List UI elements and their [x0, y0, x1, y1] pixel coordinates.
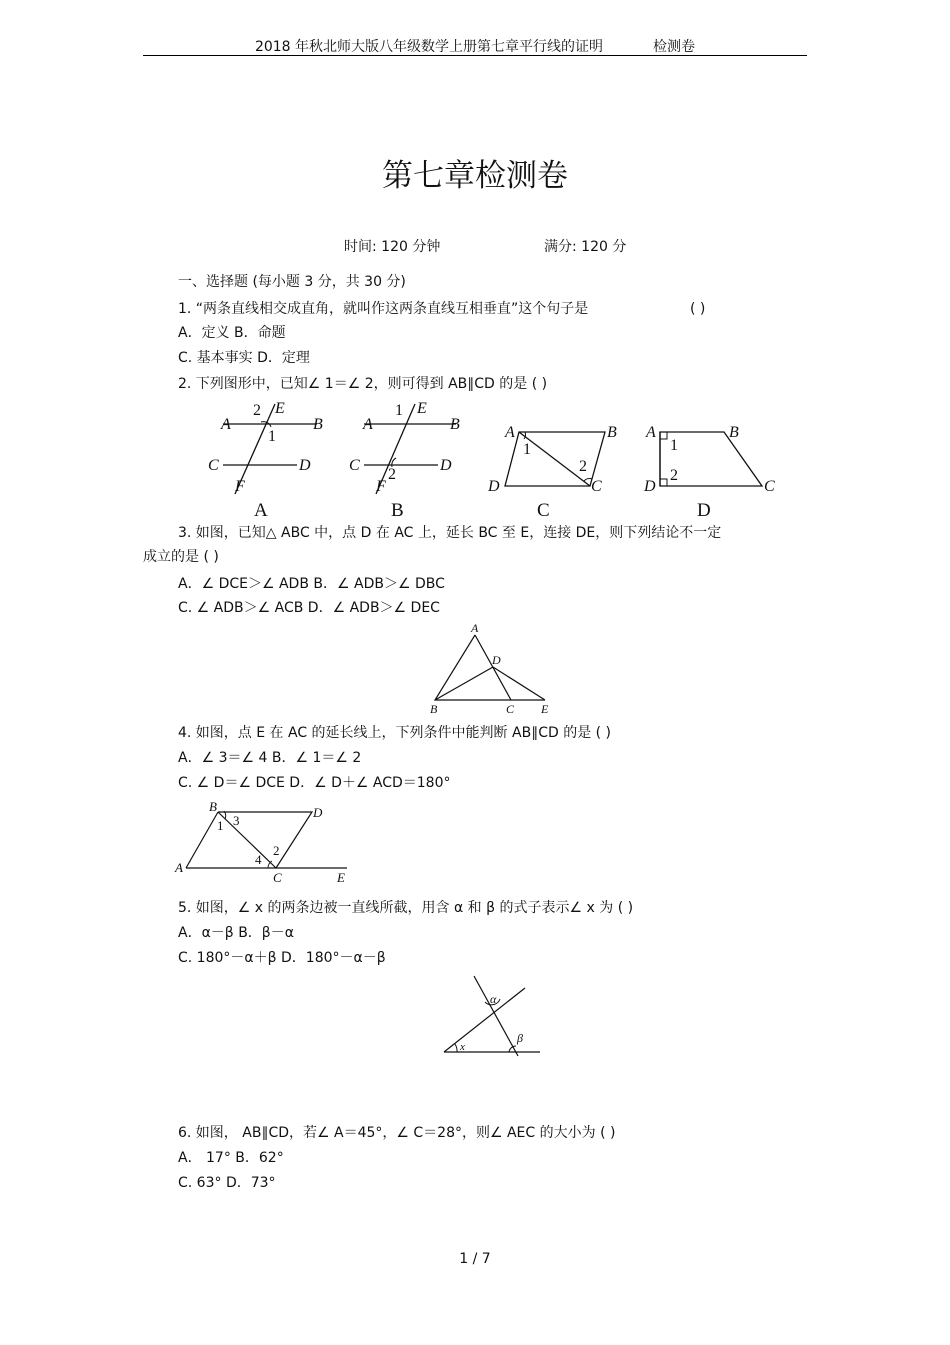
label-2: 2 — [670, 467, 678, 484]
q4-options-ab: A．∠ 3＝∠ 4 B．∠ 1＝∠ 2 — [178, 750, 362, 766]
label-b: B — [430, 702, 438, 716]
q3-stem: 3. 如图，已知△ ABC 中，点 D 在 AC 上，延长 BC 至 E，连接 DE，则下列结论不一定 — [178, 525, 722, 541]
label-c: C — [506, 702, 515, 716]
label-d: D — [313, 805, 323, 820]
q3-figure — [425, 620, 565, 718]
figure-caption: D — [697, 500, 711, 521]
label-2: 2 — [273, 843, 280, 858]
label-e: E — [275, 400, 285, 417]
label-4: 4 — [255, 852, 262, 867]
q3-options-cd: C. ∠ ADB＞∠ ACB D．∠ ADB＞∠ DEC — [178, 600, 440, 616]
q6-options-ab: A． 17° B．62° — [178, 1150, 284, 1166]
label-3: 3 — [233, 813, 240, 828]
label-1: 1 — [217, 818, 224, 833]
q2-figure-d — [640, 410, 780, 520]
q1-options-ab: A．定义 B．命题 — [178, 325, 286, 341]
label-a: A — [646, 424, 656, 441]
label-x: x — [460, 1041, 465, 1053]
label-a: A — [221, 416, 231, 433]
header-subtitle: 检测卷 — [653, 39, 696, 55]
figure-caption: A — [254, 500, 268, 521]
q5-options-ab: A．α－β B．β－α — [178, 925, 294, 941]
q4-figure — [172, 798, 362, 888]
q2-figure-c — [485, 410, 620, 520]
label-d: D — [440, 457, 452, 474]
q1-stem: 1. “两条直线相交成直角，就叫作这两条直线互相垂直”这个句子是 — [178, 301, 589, 317]
label-e: E — [417, 400, 427, 417]
label-d: D — [644, 478, 656, 495]
section-heading: 一、选择题 (每小题 3 分，共 30 分) — [178, 274, 406, 290]
label-c: C — [764, 478, 775, 495]
exam-score: 满分: 120 分 — [544, 239, 627, 255]
label-b: B — [729, 424, 739, 441]
label-c: C — [208, 457, 219, 474]
label-1: 1 — [268, 428, 276, 445]
q3-options-ab: A．∠ DCE＞∠ ADB B．∠ ADB＞∠ DBC — [178, 576, 445, 592]
q5-figure — [440, 972, 545, 1057]
label-c: C — [273, 870, 282, 885]
label-2: 2 — [388, 466, 396, 483]
label-c: C — [591, 478, 602, 495]
label-b: B — [313, 416, 323, 433]
q2-figure-a — [205, 398, 335, 520]
figure-caption: B — [391, 500, 404, 521]
q6-stem: 6. 如图， AB∥CD，若∠ A＝45°，∠ C＝28°，则∠ AEC 的大小为 ( ) — [178, 1125, 616, 1141]
q6-options-cd: C. 63° D．73° — [178, 1175, 276, 1191]
label-b: B — [450, 416, 460, 433]
label-1: 1 — [523, 441, 531, 458]
page-title: 第七章检测卷 — [382, 158, 568, 194]
label-d: D — [492, 653, 501, 667]
header-rule — [143, 55, 807, 56]
label-a: A — [175, 860, 183, 875]
label-2: 2 — [579, 458, 587, 475]
q2-stem: 2. 下列图形中，已知∠ 1＝∠ 2，则可得到 AB∥CD 的是 ( ) — [178, 376, 548, 392]
q4-stem: 4. 如图，点 E 在 AC 的延长线上，下列条件中能判断 AB∥CD 的是 ( ) — [178, 725, 612, 741]
label-a: A — [363, 416, 373, 433]
q1-answer-paren: ( ) — [690, 301, 706, 317]
header-title: 2018 年秋北师大版八年级数学上册第七章平行线的证明 — [254, 39, 604, 55]
label-1: 1 — [670, 437, 678, 454]
label-2: 2 — [253, 402, 261, 419]
q2-figure-b — [344, 398, 474, 520]
label-b: B — [209, 799, 217, 814]
label-d: D — [299, 457, 311, 474]
label-e: E — [337, 870, 345, 885]
label-c: C — [349, 457, 360, 474]
label-1: 1 — [395, 402, 403, 419]
figure-caption: C — [537, 500, 550, 521]
label-f: F — [235, 478, 245, 495]
q3-stem-cont: 成立的是 ( ) — [143, 549, 219, 565]
exam-time: 时间: 120 分钟 — [344, 239, 441, 255]
label-b: B — [607, 424, 617, 441]
running-header — [0, 36, 950, 56]
label-d: D — [488, 478, 500, 495]
page-number: 1 / 7 — [459, 1251, 491, 1267]
label-f: F — [376, 478, 386, 495]
label-beta: β — [517, 1031, 523, 1045]
q5-stem: 5. 如图，∠ x 的两条边被一直线所截，用含 α 和 β 的式子表示∠ x 为 ( ) — [178, 900, 634, 916]
q1-options-cd: C. 基本事实 D．定理 — [178, 350, 310, 366]
q5-options-cd: C. 180°－α＋β D．180°－α－β — [178, 950, 386, 966]
q4-options-cd: C. ∠ D＝∠ DCE D．∠ D＋∠ ACD＝180° — [178, 775, 451, 791]
label-a: A — [471, 621, 479, 635]
label-alpha: α — [490, 992, 497, 1006]
label-e: E — [541, 702, 549, 716]
label-a: A — [505, 424, 515, 441]
